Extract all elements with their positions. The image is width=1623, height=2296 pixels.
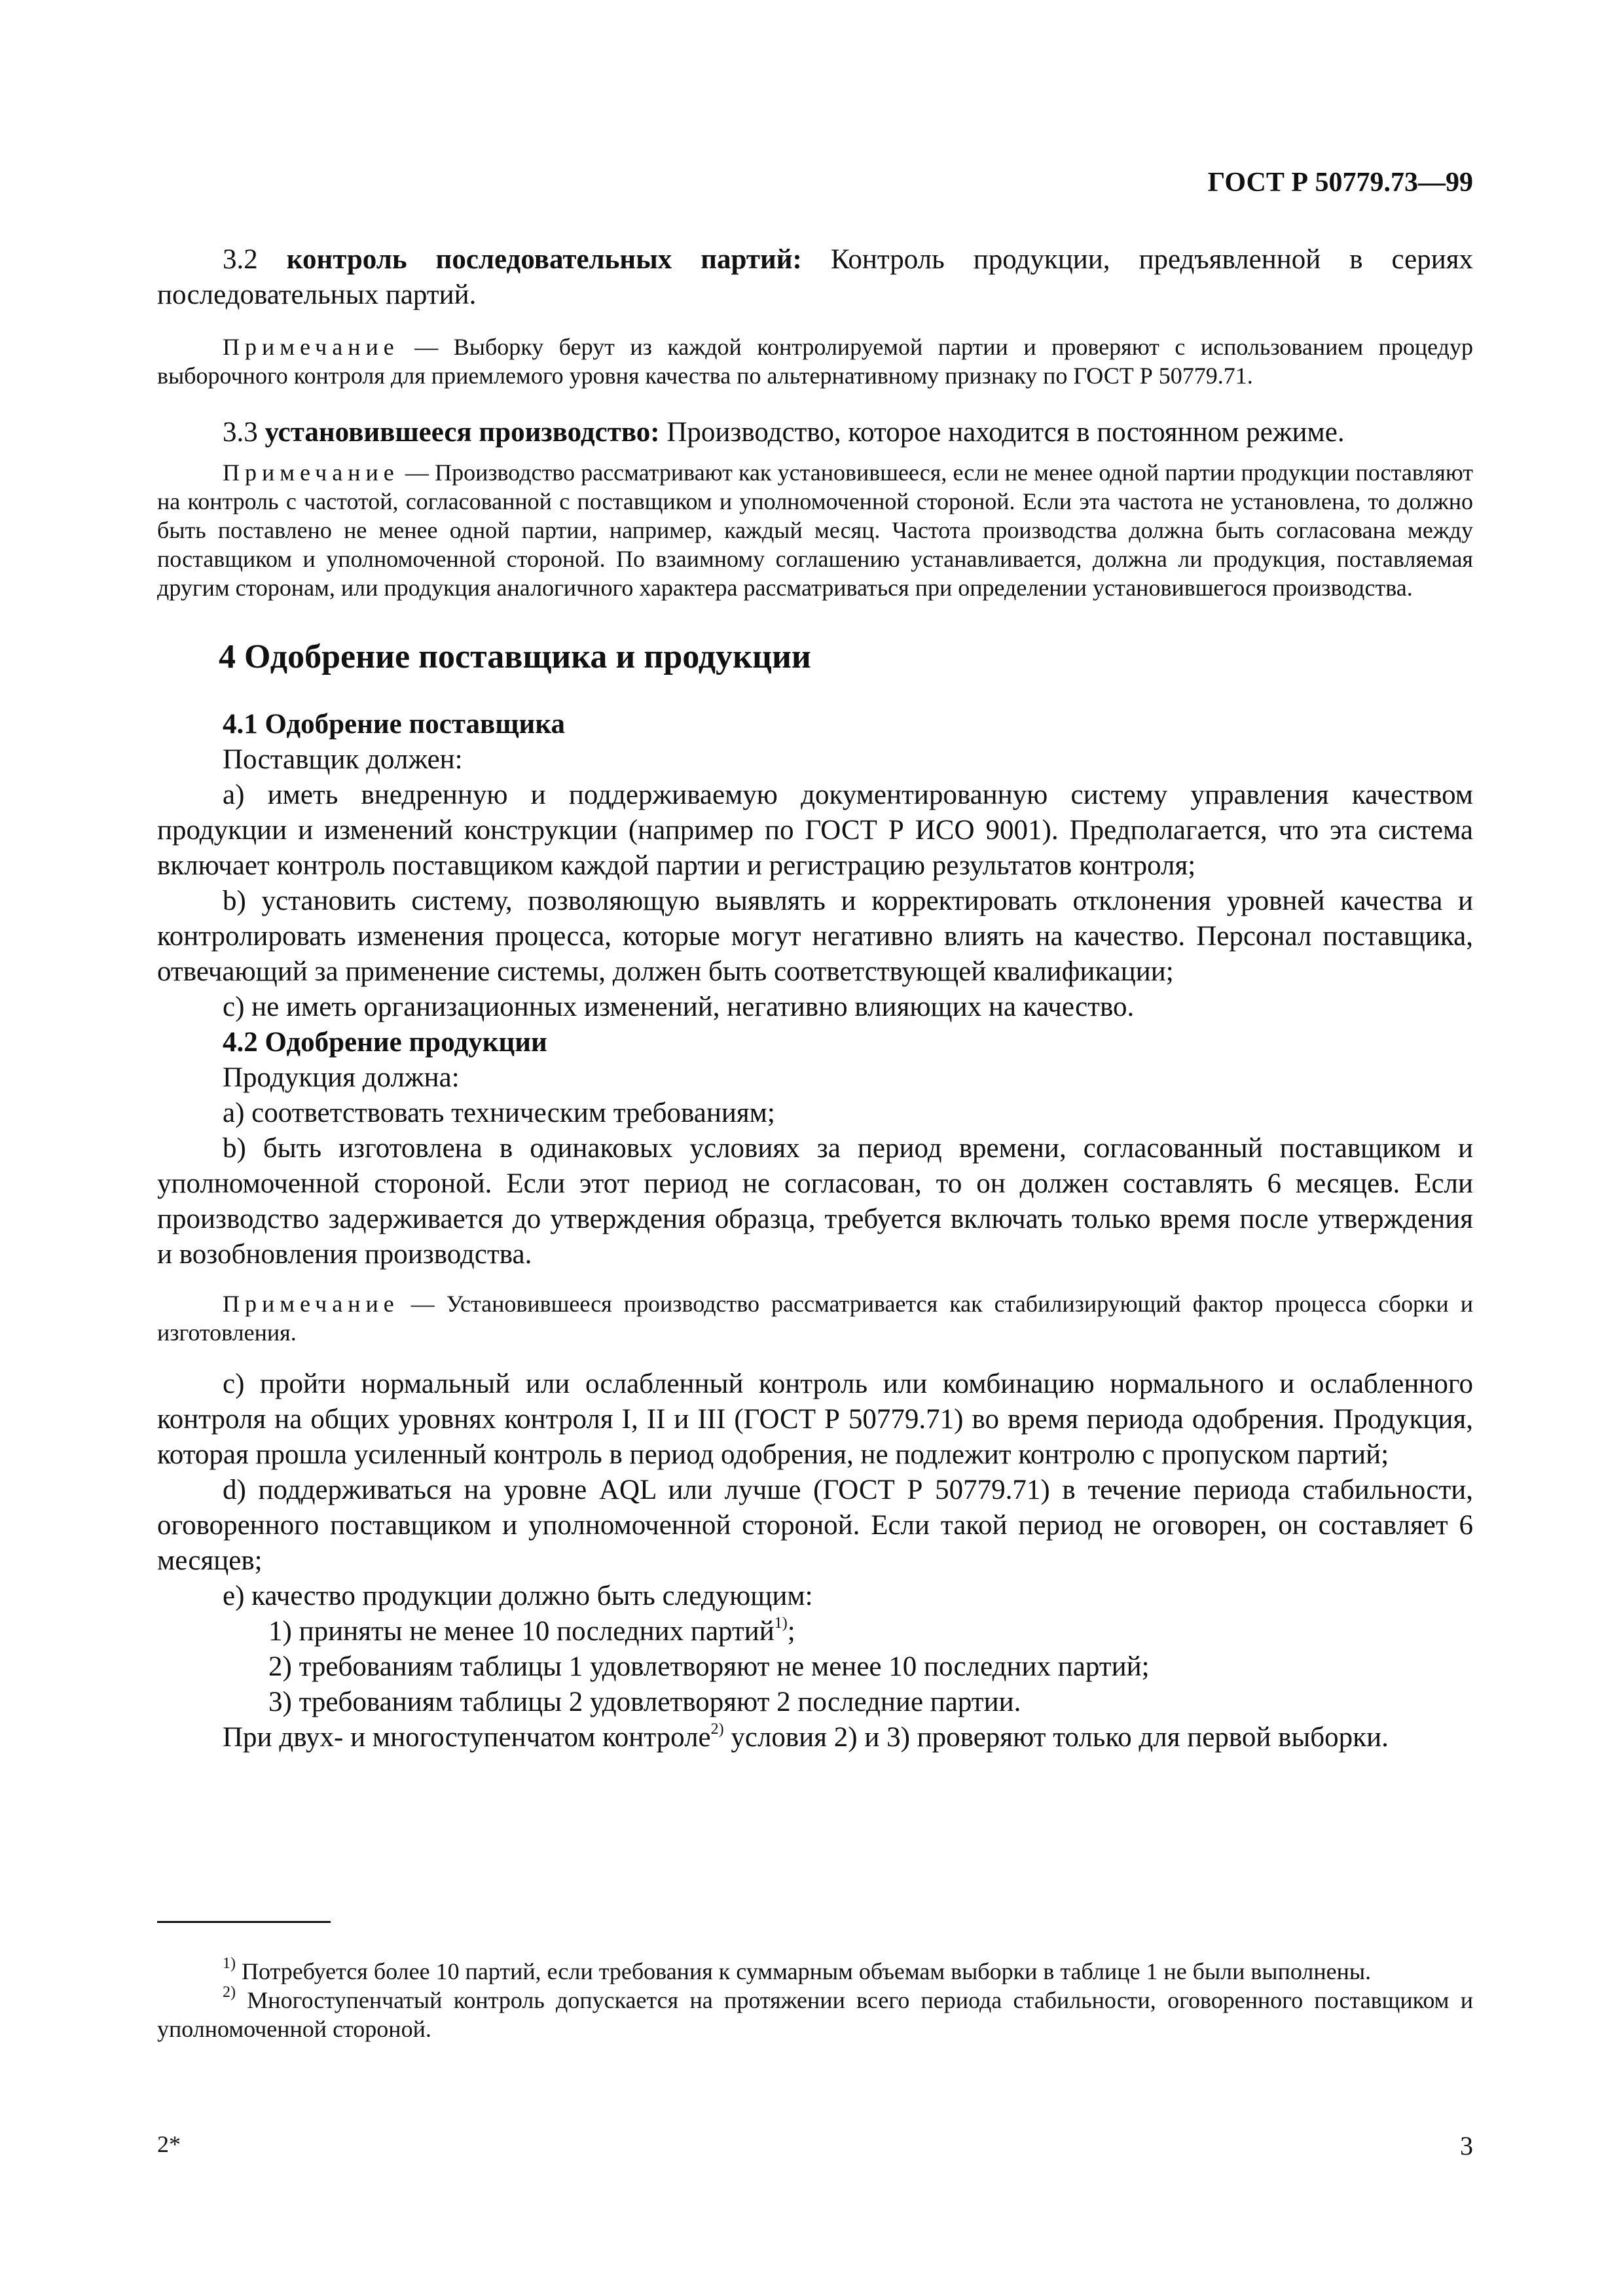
- term: установившееся производство:: [264, 417, 660, 448]
- footnote-2: [157, 1986, 1473, 2043]
- note-label: Примечание: [223, 459, 399, 486]
- definition: Контроль продукции, предъявленной в сериях последовательных партий.: [157, 244, 1474, 310]
- page-number: 3: [1460, 2131, 1473, 2161]
- note-text: — Выборку берут из каждой контролируемой партии и проверяют с использованием процедур выборочного контроля для приемлемого уровня качества по альтернативному признаку по ГОСТ Р 50779.71.: [157, 334, 1474, 389]
- clause-number: 3.3: [223, 417, 258, 448]
- list-item-d: d) поддерживаться на уровне AQL или лучше (ГОСТ Р 50779.71) в течение периода стабильности, оговоренного поставщиком и уполномоченной стороной. Если такой период не оговорен, он составляет 6 месяцев;: [157, 1475, 1473, 1576]
- footnote-mark: 2): [223, 1984, 236, 2001]
- sub-item-2: 2) требованиям таблицы 1 удовлетворяют не менее 10 последних партий;: [268, 1651, 1150, 1682]
- section-4-heading: 4 Одобрение поставщика и продукции: [219, 638, 811, 675]
- final-text-start: При двух- и многоступенчатом контроле: [223, 1722, 711, 1753]
- list-item-a: a) соответствовать техническим требованиям;: [223, 1098, 775, 1128]
- page-body: [157, 236, 1473, 1755]
- sub-item-3: 3) требованиям таблицы 2 удовлетворяют 2 последние партии.: [268, 1687, 1021, 1717]
- note-4-2: [157, 1289, 1473, 1347]
- paragraph-final: [157, 1720, 1473, 1755]
- footnote-separator: [157, 1921, 331, 1923]
- note-3-3: [157, 458, 1473, 602]
- paragraph: Поставщик должен:: [223, 744, 463, 775]
- definition: Производство, которое находится в постоянном режиме.: [666, 417, 1345, 448]
- sheet-mark: 2*: [157, 2131, 181, 2157]
- term: контроль последовательных партий:: [286, 244, 802, 275]
- note-text: — Производство рассматривают как установившееся, если не менее одной партии продукции поставляют на контроль с частотой, согласованной с поставщиком и уполномоченной стороной. Если эта частота не установлена, то должно быть поставлено не менее одной партии, например, каждый месяц. Частота производства должна быть согласована между поставщиком и уполномоченной стороной. По взаимному соглашению устанавливается, должна ли продукция, поставляемая другим сторонам, или продукция аналогичного характера рассматриваться при определении установившегося производства.: [157, 459, 1473, 601]
- paragraph: Продукция должна:: [223, 1062, 460, 1093]
- document-header: ГОСТ Р 50779.73—99: [1207, 168, 1473, 198]
- list-item-e: e) качество продукции должно быть следующим:: [223, 1581, 813, 1611]
- list-item-c: c) пройти нормальный или ослабленный контроль или комбинацию нормального и ослабленного контроля на общих уровнях контроля I, II и III (ГОСТ Р 50779.71) во время периода одобрения. Продукция, которая прошла усиленный контроль в период одобрения, не подлежит контролю с пропуском партий;: [157, 1369, 1473, 1470]
- footnote-1: [157, 1957, 1473, 1986]
- final-text-end: условия 2) и 3) проверяют только для первой выборки.: [723, 1722, 1389, 1753]
- note-label: Примечание: [223, 1291, 399, 1317]
- footnotes: [157, 1957, 1473, 2043]
- list-item-b: b) установить систему, позволяющую выявлять и корректировать отклонения уровней качества и контролировать изменения процесса, которые могут негативно влиять на качество. Персонал поставщика, отвечающий за применение системы, должен быть соответствующей квалификации;: [157, 886, 1473, 987]
- subsection-4-1-heading: 4.1 Одобрение поставщика: [223, 709, 565, 740]
- list-item-a: a) иметь внедренную и поддерживаемую документированную систему управления качеством продукции и изменений конструкции (например по ГОСТ Р ИСО 9001). Предполагается, что эта система включает контроль поставщиком каждой партии и регистрацию результатов контроля;: [157, 780, 1473, 881]
- footnote-mark: 1): [223, 1955, 236, 1972]
- clause-3-2: [157, 242, 1473, 313]
- clause-number: 3.2: [223, 244, 258, 275]
- note-label: Примечание: [223, 334, 399, 360]
- list-item-c: c) не иметь организационных изменений, негативно влияющих на качество.: [223, 992, 1135, 1022]
- clause-3-3: [157, 415, 1473, 450]
- footnote-text: Потребуется более 10 партий, если требования к суммарным объемам выборки в таблице 1 не были выполнены.: [236, 1958, 1372, 1984]
- footnote-ref: 1): [774, 1614, 788, 1632]
- sub-item-text: 1) приняты не менее 10 последних партий: [268, 1616, 775, 1647]
- list-item-b: b) быть изготовлена в одинаковых условиях за период времени, согласованный поставщиком и уполномоченной стороной. Если этот период не согласован, то он должен составлять 6 месяцев. Если производство задерживается до утверждения образца, требуется включать только время после утверждения и возобновления производства.: [157, 1133, 1473, 1270]
- sub-item-1: [157, 1614, 1473, 1649]
- note-text: — Установившееся производство рассматривается как стабилизирующий фактор процесса сборки и изготовления.: [157, 1291, 1473, 1346]
- punctuation: ;: [787, 1616, 795, 1647]
- footnote-text: Многоступенчатый контроль допускается на протяжении всего периода стабильности, оговоренного поставщиком и уполномоченной стороной.: [157, 1987, 1473, 2042]
- subsection-4-2-heading: 4.2 Одобрение продукции: [223, 1027, 547, 1058]
- footnote-ref: 2): [710, 1720, 724, 1738]
- note-3-2: [157, 332, 1473, 390]
